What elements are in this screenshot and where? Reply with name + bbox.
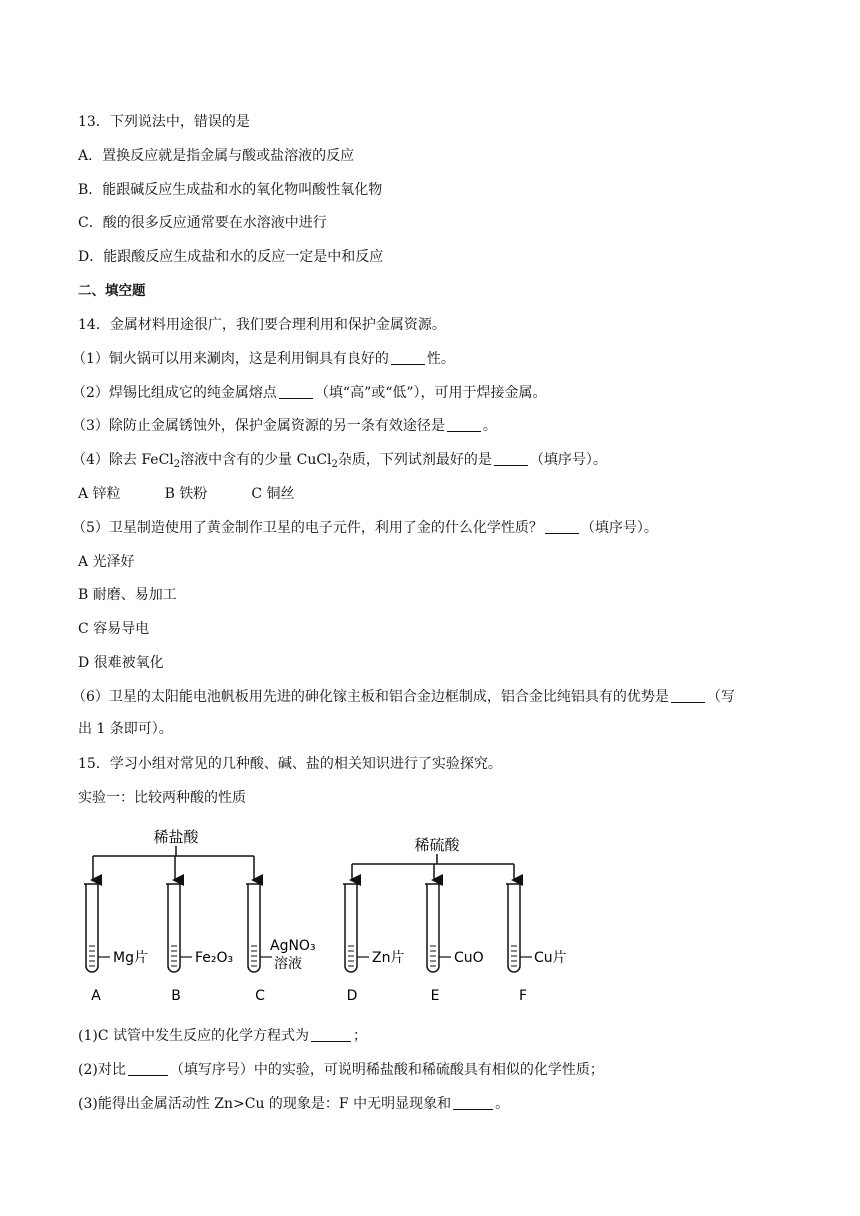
q15-sub2-tail: （填写序号）中的实验，可说明稀盐酸和稀硫酸具有相似的化学性质； xyxy=(169,1062,604,1078)
test-tube xyxy=(248,884,260,972)
q14-part4-text: （4）除去 FeCl xyxy=(72,452,174,468)
test-tube xyxy=(345,884,357,972)
reagent-cuo: CuO xyxy=(454,950,484,966)
subscript: 2 xyxy=(173,459,181,470)
section-heading-fill-in: 二、填空题 xyxy=(78,283,146,299)
subscript: 2 xyxy=(331,459,338,470)
reagent-agno3: AgNO₃ xyxy=(270,938,316,954)
q15-stem: 15．学习小组对常见的几种酸、碱、盐的相关知识进行了实验探究。 xyxy=(78,756,502,772)
tube-label-c: C xyxy=(255,988,265,1004)
q13-option-a: A．置换反应就是指金属与酸或盐溶液的反应 xyxy=(78,148,355,164)
q14-part2 xyxy=(72,383,547,403)
option-iron: B 铁粉 xyxy=(164,486,208,502)
q15-sub1-tail: ； xyxy=(353,1028,367,1044)
acid2-label: 稀硫酸 xyxy=(414,836,460,854)
q14-part3-tail: 。 xyxy=(482,418,497,434)
q15-sub3 xyxy=(78,1094,509,1114)
q15-sub2 xyxy=(78,1060,604,1080)
q15-sub1-text: (1)C 试管中发生反应的化学方程式为 xyxy=(78,1028,309,1044)
q14-part3 xyxy=(72,416,497,436)
q14-part4-tail: （填序号）。 xyxy=(529,452,607,468)
q14-part5-option-c: C 容易导电 xyxy=(78,621,150,637)
q13-option-c: C．酸的很多反应通常要在水溶液中进行 xyxy=(78,215,327,231)
reagent-solution: 溶液 xyxy=(274,956,302,972)
q15-sub2-text: (2)对比 xyxy=(78,1062,126,1078)
reagent-cu: Cu片 xyxy=(534,950,567,966)
q13-option-d: D．能跟酸反应生成盐和水的反应一定是中和反应 xyxy=(78,249,384,265)
q14-part2-text: （2）焊锡比组成它的纯金属熔点 xyxy=(72,385,277,401)
q13-stem: 13．下列说法中，错误的是 xyxy=(78,114,250,130)
q14-part1-tail: 性。 xyxy=(426,351,455,367)
test-tube xyxy=(168,884,180,972)
acid1-label: 稀盐酸 xyxy=(153,828,199,846)
q14-part5-tail: （填序号）。 xyxy=(580,520,658,536)
answer-blank[interactable] xyxy=(447,417,481,432)
q14-part6-line2: 出 1 条即可）。 xyxy=(78,721,173,737)
option-zinc: A 锌粒 xyxy=(78,486,121,502)
answer-blank[interactable] xyxy=(391,350,425,365)
reagent-zn: Zn片 xyxy=(372,950,405,966)
q14-part4 xyxy=(72,450,607,470)
q15-sub3-tail: 。 xyxy=(495,1096,510,1112)
answer-blank[interactable] xyxy=(311,1027,351,1042)
q14-part5-option-b: B 耐磨、易加工 xyxy=(78,587,177,603)
q14-part5-option-d: D 很难被氧化 xyxy=(78,655,164,671)
reagent-fe2o3: Fe₂O₃ xyxy=(195,950,234,966)
q14-part4-text-2: 溶液中含有的少量 CuCl xyxy=(180,452,332,468)
q14-part2-tail: （填“高”或“低”），可用于焊接金属。 xyxy=(314,385,547,401)
tube-label-d: D xyxy=(346,988,358,1004)
q14-part6-text: （6）卫星的太阳能电池帆板用先进的砷化镓主板和铝合金边框制成，铝合金比纯铝具有的优势是 xyxy=(72,689,669,705)
test-tube xyxy=(86,884,98,972)
q14-part6-tail: （写 xyxy=(706,689,735,705)
q14-part4-text-3: 杂质，下列试剂最好的是 xyxy=(337,452,492,468)
answer-blank[interactable] xyxy=(453,1095,493,1110)
q14-part5 xyxy=(72,518,658,538)
tube-label-f: F xyxy=(518,988,528,1004)
q14-part3-text: （3）除防止金属锈蚀外，保护金属资源的另一条有效途径是 xyxy=(72,418,445,434)
q15-experiment1: 实验一：比较两种酸的性质 xyxy=(78,790,246,806)
q14-part4-options xyxy=(78,484,338,504)
test-tube xyxy=(508,884,520,972)
answer-blank[interactable] xyxy=(279,384,313,399)
answer-blank[interactable] xyxy=(671,688,705,703)
q13-option-b: B．能跟碱反应生成盐和水的氧化物叫酸性氧化物 xyxy=(78,182,383,198)
tube-label-a: A xyxy=(91,988,101,1004)
q14-part1 xyxy=(72,349,455,369)
q14-part5-text: （5）卫星制造使用了黄金制作卫星的电子元件，利用了金的什么化学性质？ xyxy=(72,520,543,536)
test-tube xyxy=(427,884,439,972)
option-copper: C 铜丝 xyxy=(251,486,295,502)
answer-blank[interactable] xyxy=(128,1061,168,1076)
q14-part6 xyxy=(72,687,735,707)
q14-part1-text: （1）铜火锅可以用来涮肉，这是利用铜具有良好的 xyxy=(72,351,389,367)
q14-stem: 14．金属材料用途很广，我们要合理利用和保护金属资源。 xyxy=(78,317,446,333)
test-tube-diagram xyxy=(78,822,598,1012)
q14-part5-option-a: A 光泽好 xyxy=(78,554,135,570)
tube-label-e: E xyxy=(430,988,440,1004)
q15-sub3-text: (3)能得出金属活动性 Zn>Cu 的现象是：F 中无明显现象和 xyxy=(78,1096,452,1112)
answer-blank[interactable] xyxy=(494,451,528,466)
tube-label-b: B xyxy=(171,988,181,1004)
q15-sub1 xyxy=(78,1026,367,1046)
answer-blank[interactable] xyxy=(545,519,579,534)
reagent-mg: Mg片 xyxy=(113,950,148,966)
